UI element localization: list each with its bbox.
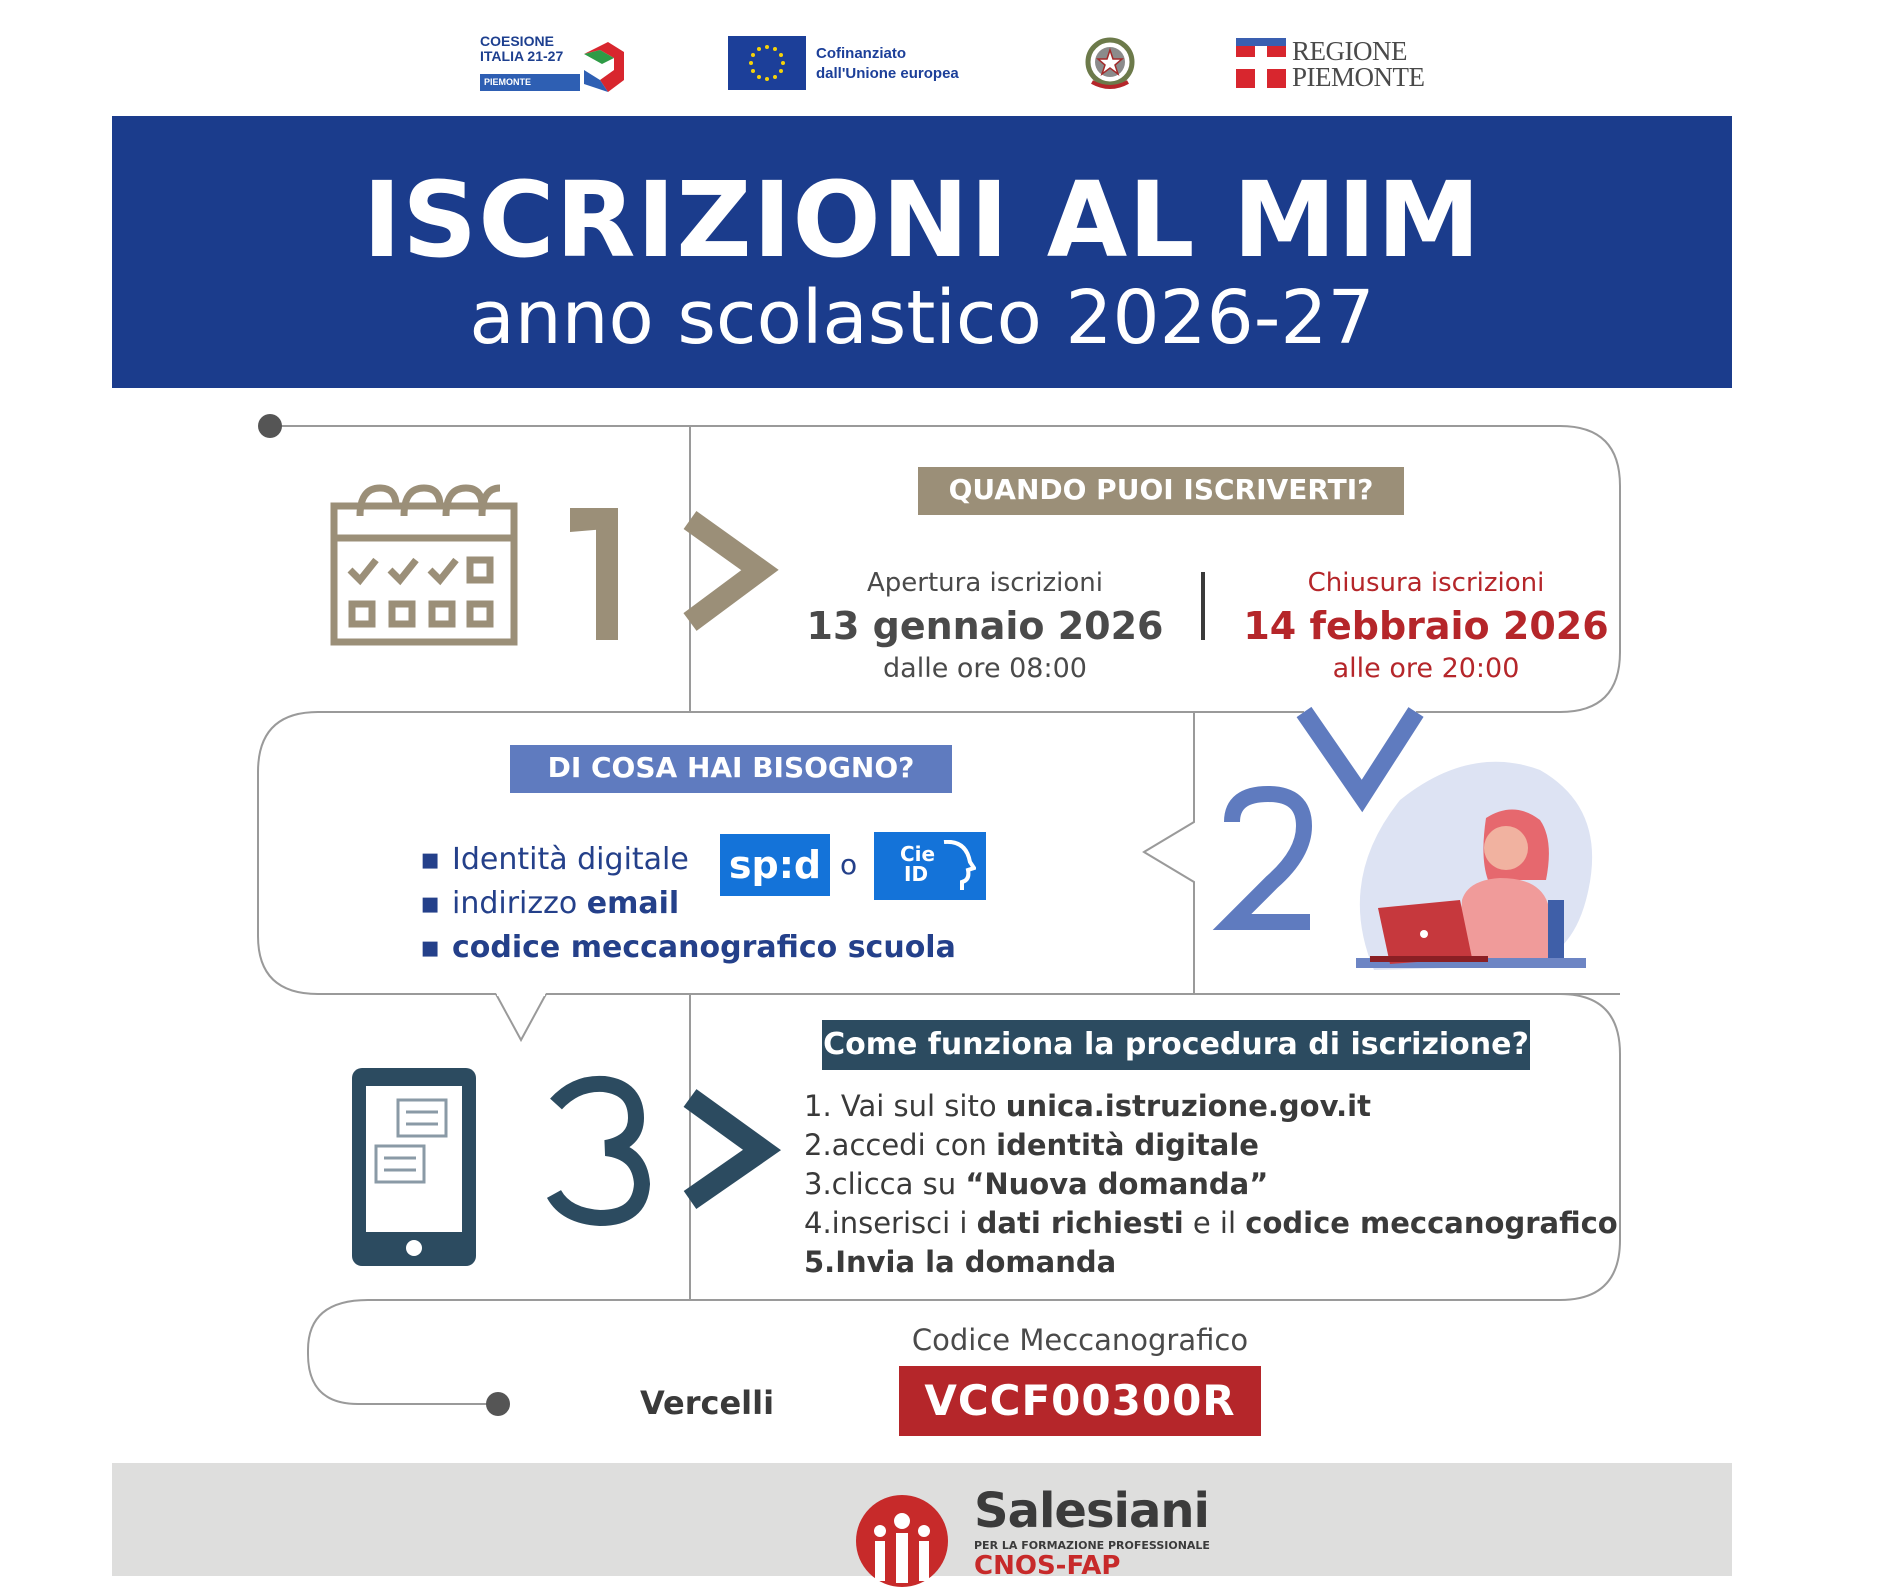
salesiani-logo-icon bbox=[854, 1493, 950, 1589]
step2-number bbox=[1232, 794, 1310, 922]
page-subtitle: anno scolastico 2026-27 bbox=[469, 275, 1375, 361]
salesiani-subtitle: PER LA FORMAZIONE PROFESSIONALE bbox=[974, 1539, 1210, 1552]
face-profile-icon bbox=[936, 840, 976, 892]
calendar-icon bbox=[334, 488, 514, 642]
eu-line2: dall'Unione europea bbox=[816, 65, 959, 82]
eu-line1: Cofinanziato bbox=[816, 45, 906, 62]
school-code-badge: VCCF00300R bbox=[899, 1366, 1261, 1436]
coesione-sub: PIEMONTE bbox=[480, 74, 580, 91]
procedure-step-1 bbox=[804, 1087, 1624, 1126]
requirement-digital-identity-text: Identità digitale bbox=[452, 842, 689, 877]
procedure-step-1-text: 1. Vai sul sito bbox=[804, 1089, 997, 1123]
procedure-step-4 bbox=[804, 1204, 1624, 1243]
regione-line2: PIEMONTE bbox=[1292, 62, 1425, 92]
date-divider bbox=[1201, 572, 1205, 640]
cnos-fap-label: CNOS-FAP bbox=[974, 1551, 1121, 1581]
requirement-school-code bbox=[420, 926, 980, 970]
step3-heading: Come funziona la procedura di iscrizione? bbox=[822, 1020, 1530, 1070]
procedure-step-1-site: unica.istruzione.gov.it bbox=[1005, 1089, 1371, 1123]
bullet-icon: ▪ bbox=[420, 842, 441, 877]
closing-label: Chiusura iscrizioni bbox=[1307, 568, 1545, 598]
procedure-step-2 bbox=[804, 1126, 1624, 1165]
bullet-icon: ▪ bbox=[420, 886, 441, 921]
requirement-email-text: indirizzo bbox=[452, 886, 578, 921]
cie-line2: ID bbox=[904, 862, 929, 886]
procedure-steps bbox=[804, 1087, 1624, 1282]
procedure-step-3 bbox=[804, 1165, 1624, 1204]
step3-chevron-icon bbox=[690, 1098, 762, 1200]
regione-line1: REGIONE bbox=[1292, 36, 1407, 66]
closing-time: alle ore 20:00 bbox=[1332, 653, 1520, 684]
procedure-step-3-text: 3.clicca su bbox=[804, 1167, 957, 1201]
procedure-step-4-bold1: dati richiesti bbox=[976, 1206, 1184, 1240]
opening-time: dalle ore 08:00 bbox=[883, 653, 1087, 684]
code-label: Codice Meccanografico bbox=[911, 1323, 1249, 1357]
step3-number bbox=[554, 1084, 642, 1218]
or-text: o bbox=[840, 848, 858, 881]
bullet-icon: ▪ bbox=[420, 930, 441, 965]
step1-heading: QUANDO PUOI ISCRIVERTI? bbox=[918, 467, 1404, 515]
flow-end-dot-icon bbox=[486, 1392, 510, 1416]
flow-start-dot-icon bbox=[258, 414, 282, 438]
procedure-step-5-text: 5.Invia la domanda bbox=[804, 1245, 1117, 1279]
coesione-line2: ITALIA 21-27 bbox=[480, 48, 564, 64]
woman-laptop-icon bbox=[1356, 762, 1592, 970]
city-name: Vercelli bbox=[640, 1384, 775, 1422]
procedure-step-3-bold: “Nuova domanda” bbox=[965, 1167, 1269, 1201]
cie-id-logo bbox=[874, 832, 986, 900]
spid-logo: sp:d bbox=[720, 834, 830, 896]
page-title: ISCRIZIONI AL MIM bbox=[362, 159, 1482, 281]
procedure-step-2-bold: identità digitale bbox=[996, 1128, 1259, 1162]
opening-date-value: 13 gennaio 2026 bbox=[806, 604, 1164, 648]
procedure-step-4-bold2: codice meccanografico bbox=[1245, 1206, 1618, 1240]
requirement-school-code-text: codice meccanografico scuola bbox=[452, 930, 956, 965]
step1-number bbox=[570, 508, 618, 640]
closing-date-value: 14 febbraio 2026 bbox=[1243, 604, 1609, 648]
cie-line1: Cie bbox=[900, 842, 936, 866]
salesiani-name: Salesiani bbox=[974, 1483, 1210, 1539]
step2-heading: DI COSA HAI BISOGNO? bbox=[510, 745, 952, 793]
procedure-step-5 bbox=[804, 1243, 1624, 1282]
closing-date bbox=[1236, 566, 1616, 686]
procedure-step-2-text: 2.accedi con bbox=[804, 1128, 987, 1162]
chevron-down-icon bbox=[1304, 712, 1416, 796]
opening-date bbox=[800, 566, 1170, 686]
procedure-step-4-mid: e il bbox=[1192, 1206, 1237, 1240]
step1-chevron-icon bbox=[690, 520, 760, 622]
procedure-step-4-text: 4.inserisci i bbox=[804, 1206, 968, 1240]
coesione-line1: COESIONE bbox=[480, 33, 554, 49]
footer bbox=[112, 1463, 1732, 1581]
opening-label: Apertura iscrizioni bbox=[867, 568, 1103, 598]
smartphone-icon bbox=[352, 1068, 476, 1266]
requirement-email-bold: email bbox=[586, 886, 680, 921]
